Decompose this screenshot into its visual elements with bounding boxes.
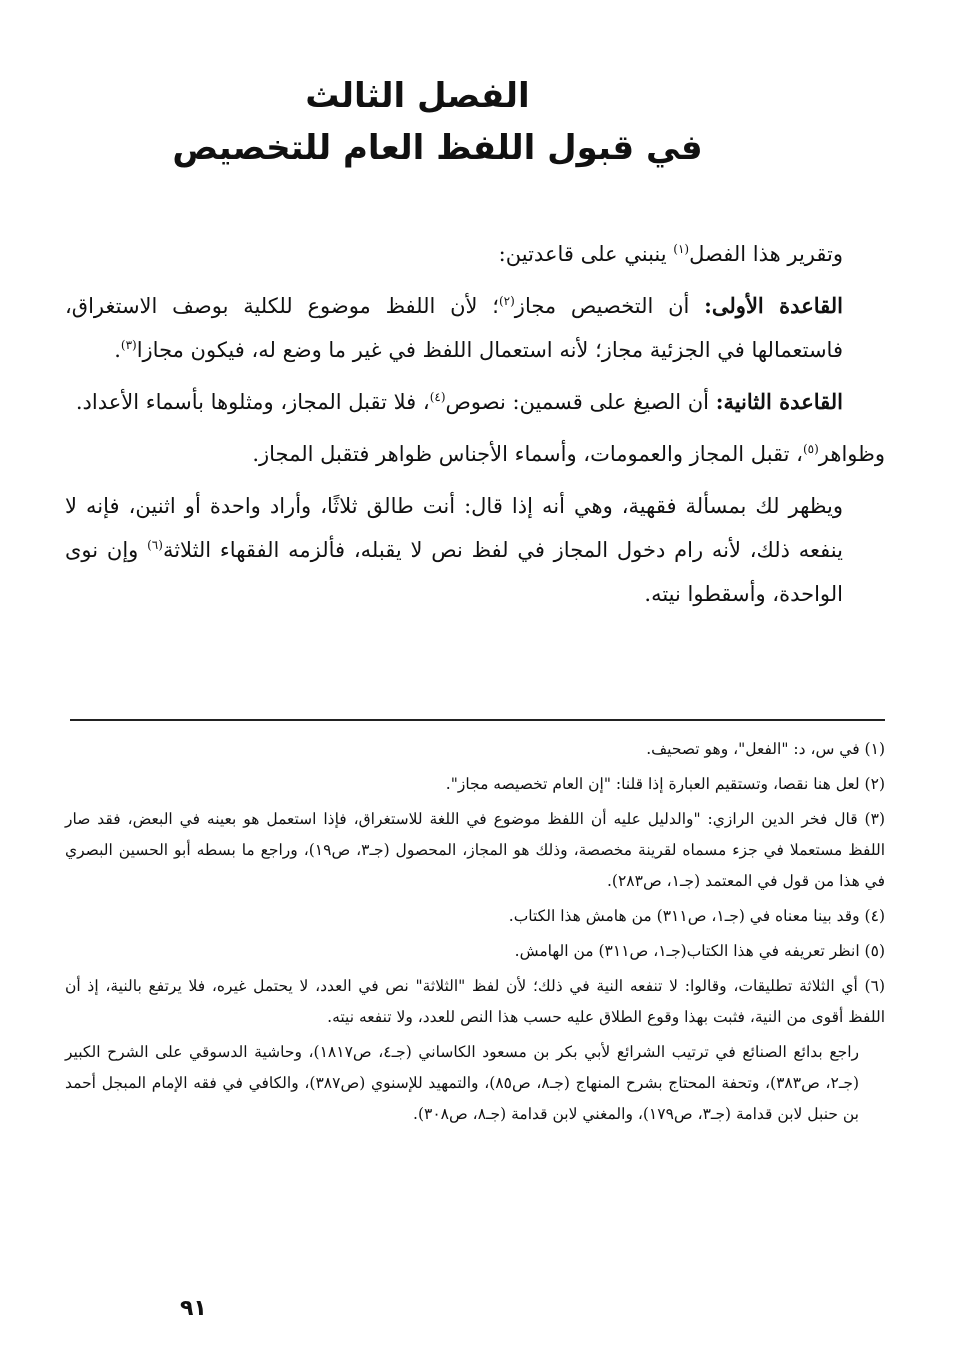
footnote-continuation: راجع بدائع الصنائع في ترتيب الشرائع لأبي بكر بن مسعود الكاساني (جـ٤، ص١٨١٧)، وحاشية الدسوقي على الشرح الكبير (جـ٢، ص٣٨٣)، وتحفة المحتاج بشرح المنهاج (جـ٨، ص٨٥)، والتمهيد للإسنوي (ص٣٨٧)، والكافي في فقه الإمام المبجل أحمد بن حنبل لابن قدامة (جـ٣، ص١٧٩)، والمغني لابن قدامة (جـ٨، ص٣٠٨). xyxy=(65,1043,860,1123)
main-text xyxy=(65,232,885,624)
text-span: . xyxy=(114,338,121,362)
text-span: أن التخصيص مجاز xyxy=(514,294,705,318)
footnote-ref[interactable]: (٥) xyxy=(802,442,819,456)
footnote: (٣) قال فخر الدين الرازي: "والدليل عليه أن اللفظ موضوع في اللغة للاستغراق، فإذا استعمل هو بعينه في البعض، فقد صار اللفظ مستعملا في جزء مسماه لقرينة مخصصة، وذلك هو المجاز، المحصول (جـ٣، ص١٩)، وراجع ما بسطه أبو الحسين البصري في هذا من قول في المعتمد (جـ١، ص٢٨٣). xyxy=(65,810,886,890)
paragraph-example xyxy=(65,484,885,616)
footnote-ref[interactable]: (٦) xyxy=(147,538,163,552)
paragraph-intro xyxy=(65,232,885,276)
page-number: ٩١ xyxy=(180,1296,207,1321)
footnote-ref[interactable]: (٢) xyxy=(498,294,515,308)
footnote-ref[interactable]: (٤) xyxy=(429,390,446,404)
text-span: ينبني على قاعدتين: xyxy=(498,242,674,266)
text-span: ، تقبل المجاز والعمومات، وأسماء الأجناس ظواهر فتقبل المجاز. xyxy=(252,442,803,466)
chapter-title: الفصل الثالث xyxy=(305,76,530,116)
footnote: (٤) وقد بينا معناه في (جـ١، ص٣١١) من هامش هذا الكتاب. xyxy=(508,907,885,925)
footnote-divider xyxy=(70,719,885,721)
footnote: (١) في س، د: "الفعل"، وهو تصحيف. xyxy=(646,740,885,758)
text-span: وظواهر xyxy=(818,442,885,466)
text-span: ويظهر لك بمسألة فقهية، وهي أنه إذا قال: أنت طالق ثلاثًا، وأراد واحدة أو اثنين، فإنه لا ينفعه ذلك، لأنه رام دخول المجاز في لفظ نص لا يقبله، فألزمه الفقهاء الثلاثة xyxy=(65,494,843,562)
paragraph-appearances xyxy=(65,432,885,476)
paragraph-rule-one xyxy=(65,284,885,372)
footnotes xyxy=(65,734,885,1134)
footnote: (٢) لعل هنا نقصا، وتستقيم العبارة إذا قلنا: "إن العام تخصيصه مجاز". xyxy=(445,775,885,793)
footnote: (٥) انظر تعريفه في هذا الكتاب(جـ١، ص٣١١) من الهامش. xyxy=(514,942,885,960)
chapter-subtitle: في قبول اللفظ العام للتخصيص xyxy=(172,128,703,168)
footnote-ref[interactable]: (٣) xyxy=(120,338,137,352)
text-span: ، فلا تقبل المجاز، ومثلوها بأسماء الأعداد. xyxy=(75,390,430,414)
footnote-ref[interactable]: (١) xyxy=(673,242,690,256)
text-span: وتقرير هذا الفصل xyxy=(689,242,843,266)
paragraph-rule-two xyxy=(65,380,885,424)
text-span: وإن نوى الواحدة، وأسقطوا نيته. xyxy=(65,538,843,606)
footnote: (٦) أي الثلاثة تطليقات، وقالوا: لا تنفعه النية في ذلك؛ لأن لفظ "الثلاثة" نص في العدد، لا يحتمل غيره، فلا يرتفع بالنية، إذ أن اللفظ أقوى من النية، فثبت بهذا وقوع الطلاق عليه حسب هذا النص للعدد، ولا تنفعه نيته. xyxy=(65,977,885,1026)
rule-two-label: القاعدة الثانية: xyxy=(715,389,843,414)
text-span: أن الصيغ على قسمين: نصوص xyxy=(445,390,716,414)
rule-one-label: القاعدة الأولى: xyxy=(704,293,843,318)
text-span: ؛ لأن اللفظ موضوع للكلية بوصف الاستغراق، فاستعمالها في الجزئية مجاز؛ لأنه استعمال اللفظ في غير ما وضع له، فيكون مجازا xyxy=(65,294,843,362)
